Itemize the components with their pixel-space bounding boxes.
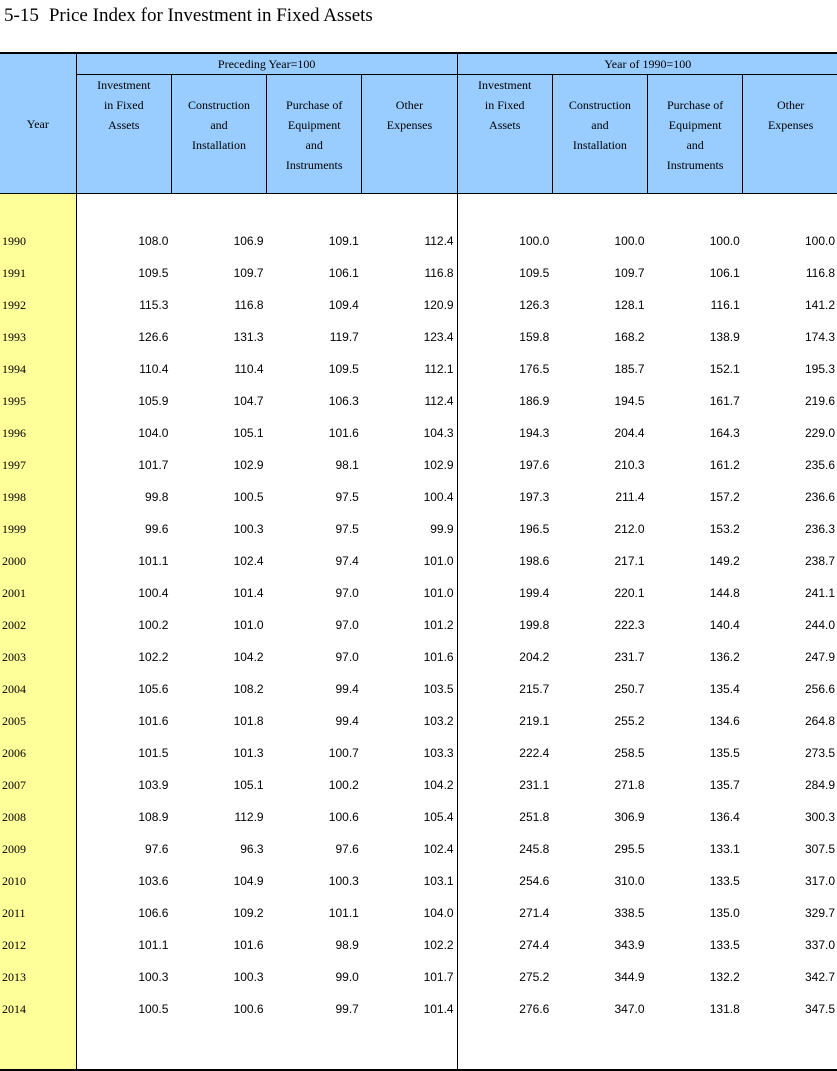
value-cell: 110.4 bbox=[234, 362, 264, 376]
value-cell: 128.1 bbox=[614, 298, 645, 312]
value-cell: 275.2 bbox=[457, 961, 552, 993]
value-cell: 103.1 bbox=[423, 874, 454, 888]
value-cell: 102.9 bbox=[423, 458, 454, 472]
value-cell: 123.4 bbox=[423, 330, 454, 344]
value-cell: 110.4 bbox=[139, 362, 169, 376]
table-row bbox=[0, 513, 837, 545]
table-row bbox=[0, 385, 837, 417]
value-cell: 97.5 bbox=[335, 522, 359, 536]
year-cell: 1994 bbox=[0, 353, 76, 385]
value-cell: 101.6 bbox=[138, 714, 169, 728]
value-cell: 211.4 bbox=[615, 490, 645, 504]
value-cell: 276.6 bbox=[457, 993, 552, 1025]
year-cell: 2014 bbox=[0, 993, 76, 1025]
value-cell: 212.0 bbox=[614, 522, 645, 536]
value-cell: 195.3 bbox=[804, 362, 835, 376]
table-row bbox=[0, 929, 837, 961]
value-cell: 97.4 bbox=[335, 554, 359, 568]
value-cell: 141.2 bbox=[804, 298, 835, 312]
value-cell: 98.9 bbox=[335, 938, 359, 952]
table-row bbox=[0, 993, 837, 1025]
year-cell: 2011 bbox=[0, 897, 76, 929]
value-cell: 101.5 bbox=[138, 746, 169, 760]
value-cell: 109.2 bbox=[233, 906, 264, 920]
year-cell: 2005 bbox=[0, 705, 76, 737]
value-cell: 245.8 bbox=[457, 833, 552, 865]
table-number: 5-15 bbox=[4, 5, 39, 26]
value-cell: 238.7 bbox=[804, 554, 835, 568]
value-cell: 135.4 bbox=[709, 682, 740, 696]
value-cell: 229.0 bbox=[804, 426, 835, 440]
value-cell: 343.9 bbox=[614, 938, 645, 952]
value-cell: 116.8 bbox=[234, 298, 264, 312]
value-cell: 100.0 bbox=[709, 234, 740, 248]
value-cell: 106.9 bbox=[233, 234, 264, 248]
value-cell: 101.1 bbox=[138, 938, 169, 952]
value-cell: 101.6 bbox=[423, 650, 454, 664]
table-row bbox=[0, 577, 837, 609]
value-cell: 133.1 bbox=[709, 842, 740, 856]
value-cell: 236.3 bbox=[804, 522, 835, 536]
value-cell: 271.4 bbox=[457, 897, 552, 929]
table-body bbox=[0, 194, 837, 1071]
value-cell: 102.2 bbox=[138, 650, 169, 664]
value-cell: 164.3 bbox=[709, 426, 740, 440]
value-cell: 101.1 bbox=[328, 906, 359, 920]
year-cell: 1996 bbox=[0, 417, 76, 449]
value-cell: 112.9 bbox=[234, 810, 264, 824]
value-cell: 116.1 bbox=[710, 298, 740, 312]
value-cell: 100.6 bbox=[233, 1002, 264, 1016]
year-cell: 2002 bbox=[0, 609, 76, 641]
year-cell: 2004 bbox=[0, 673, 76, 705]
value-cell: 231.1 bbox=[457, 769, 552, 801]
table-row bbox=[0, 449, 837, 481]
value-cell: 310.0 bbox=[614, 874, 645, 888]
value-cell: 109.4 bbox=[328, 298, 359, 312]
value-cell: 109.1 bbox=[328, 234, 359, 248]
value-cell: 116.8 bbox=[424, 266, 454, 280]
table-row bbox=[0, 321, 837, 353]
price-index-table bbox=[0, 52, 837, 1071]
value-cell: 98.1 bbox=[335, 458, 359, 472]
value-cell: 337.0 bbox=[804, 938, 835, 952]
table-row bbox=[0, 545, 837, 577]
value-cell: 101.7 bbox=[423, 970, 454, 984]
value-cell: 186.9 bbox=[457, 385, 552, 417]
value-cell: 108.0 bbox=[138, 234, 169, 248]
value-cell: 222.3 bbox=[614, 618, 645, 632]
table-row bbox=[0, 641, 837, 673]
value-cell: 210.3 bbox=[614, 458, 645, 472]
value-cell: 112.1 bbox=[424, 362, 454, 376]
column-header-equipment-base: Purchase of Equipment and Instruments bbox=[648, 75, 743, 194]
year-cell: 2010 bbox=[0, 865, 76, 897]
value-cell: 135.7 bbox=[709, 778, 740, 792]
value-cell: 264.8 bbox=[804, 714, 835, 728]
value-cell: 106.6 bbox=[138, 906, 169, 920]
value-cell: 100.3 bbox=[233, 522, 264, 536]
value-cell: 204.4 bbox=[614, 426, 645, 440]
bottom-spacer-row bbox=[0, 1025, 837, 1070]
value-cell: 101.4 bbox=[233, 586, 264, 600]
value-cell: 344.9 bbox=[614, 970, 645, 984]
value-cell: 104.0 bbox=[423, 906, 454, 920]
value-cell: 100.2 bbox=[328, 778, 359, 792]
value-cell: 97.6 bbox=[145, 842, 169, 856]
value-cell: 219.1 bbox=[457, 705, 552, 737]
value-cell: 99.6 bbox=[145, 522, 169, 536]
value-cell: 102.9 bbox=[233, 458, 264, 472]
value-cell: 100.3 bbox=[328, 874, 359, 888]
value-cell: 134.6 bbox=[709, 714, 740, 728]
value-cell: 105.4 bbox=[423, 810, 454, 824]
group-header-preceding-year: Preceding Year=100 bbox=[76, 53, 457, 75]
value-cell: 97.0 bbox=[335, 650, 359, 664]
table-row bbox=[0, 353, 837, 385]
value-cell: 100.0 bbox=[457, 225, 552, 257]
year-cell: 1992 bbox=[0, 289, 76, 321]
value-cell: 108.2 bbox=[233, 682, 264, 696]
column-header-investment-base: Investment in Fixed Assets bbox=[457, 75, 552, 194]
value-cell: 104.9 bbox=[233, 874, 264, 888]
table-row bbox=[0, 737, 837, 769]
value-cell: 102.4 bbox=[233, 554, 264, 568]
value-cell: 109.5 bbox=[328, 362, 359, 376]
value-cell: 103.5 bbox=[423, 682, 454, 696]
value-cell: 219.6 bbox=[804, 394, 835, 408]
value-cell: 105.1 bbox=[233, 426, 264, 440]
column-header-equipment-preceding: Purchase of Equipment and Instruments bbox=[267, 75, 362, 194]
value-cell: 100.5 bbox=[138, 1002, 169, 1016]
year-cell: 2001 bbox=[0, 577, 76, 609]
value-cell: 105.9 bbox=[138, 394, 169, 408]
year-cell: 1990 bbox=[0, 225, 76, 257]
value-cell: 231.7 bbox=[614, 650, 645, 664]
table-row bbox=[0, 673, 837, 705]
table-header bbox=[0, 53, 837, 194]
value-cell: 101.0 bbox=[423, 554, 454, 568]
value-cell: 199.4 bbox=[457, 577, 552, 609]
value-cell: 109.7 bbox=[614, 266, 645, 280]
value-cell: 100.3 bbox=[138, 970, 169, 984]
value-cell: 100.0 bbox=[804, 234, 835, 248]
value-cell: 136.2 bbox=[709, 650, 740, 664]
value-cell: 101.6 bbox=[328, 426, 359, 440]
value-cell: 247.9 bbox=[804, 650, 835, 664]
value-cell: 329.7 bbox=[804, 906, 835, 920]
year-header: Year bbox=[0, 53, 76, 194]
value-cell: 161.2 bbox=[709, 458, 740, 472]
value-cell: 116.8 bbox=[805, 266, 835, 280]
value-cell: 100.7 bbox=[328, 746, 359, 760]
value-cell: 342.7 bbox=[804, 970, 835, 984]
value-cell: 101.0 bbox=[423, 586, 454, 600]
value-cell: 256.6 bbox=[804, 682, 835, 696]
value-cell: 126.3 bbox=[457, 289, 552, 321]
table-row bbox=[0, 417, 837, 449]
value-cell: 131.8 bbox=[709, 1002, 740, 1016]
year-cell: 2013 bbox=[0, 961, 76, 993]
column-header-investment-preceding: Investment in Fixed Assets bbox=[76, 75, 171, 194]
value-cell: 217.1 bbox=[614, 554, 645, 568]
value-cell: 235.6 bbox=[804, 458, 835, 472]
table-row bbox=[0, 801, 837, 833]
year-cell: 1998 bbox=[0, 481, 76, 513]
table-row bbox=[0, 225, 837, 257]
value-cell: 300.3 bbox=[804, 810, 835, 824]
table-row bbox=[0, 833, 837, 865]
value-cell: 159.8 bbox=[457, 321, 552, 353]
value-cell: 306.9 bbox=[614, 810, 645, 824]
value-cell: 101.2 bbox=[423, 618, 454, 632]
value-cell: 100.0 bbox=[614, 234, 645, 248]
year-cell: 1991 bbox=[0, 257, 76, 289]
value-cell: 144.8 bbox=[709, 586, 740, 600]
value-cell: 317.0 bbox=[804, 874, 835, 888]
value-cell: 258.5 bbox=[614, 746, 645, 760]
table-row bbox=[0, 865, 837, 897]
value-cell: 136.4 bbox=[709, 810, 740, 824]
value-cell: 132.2 bbox=[709, 970, 740, 984]
year-cell: 1993 bbox=[0, 321, 76, 353]
value-cell: 104.3 bbox=[423, 426, 454, 440]
value-cell: 115.3 bbox=[139, 298, 169, 312]
value-cell: 152.1 bbox=[709, 362, 740, 376]
value-cell: 251.8 bbox=[457, 801, 552, 833]
value-cell: 109.5 bbox=[138, 266, 169, 280]
value-cell: 271.8 bbox=[614, 778, 645, 792]
value-cell: 108.9 bbox=[138, 810, 169, 824]
table-row bbox=[0, 897, 837, 929]
year-cell: 2000 bbox=[0, 545, 76, 577]
value-cell: 101.8 bbox=[233, 714, 264, 728]
value-cell: 153.2 bbox=[709, 522, 740, 536]
value-cell: 273.5 bbox=[804, 746, 835, 760]
value-cell: 101.0 bbox=[233, 618, 264, 632]
table-row bbox=[0, 961, 837, 993]
value-cell: 100.6 bbox=[328, 810, 359, 824]
column-header-construction-preceding: Construction and Installation bbox=[171, 75, 266, 194]
value-cell: 255.2 bbox=[614, 714, 645, 728]
year-cell: 1999 bbox=[0, 513, 76, 545]
value-cell: 126.6 bbox=[138, 330, 169, 344]
value-cell: 101.1 bbox=[138, 554, 169, 568]
value-cell: 194.5 bbox=[614, 394, 645, 408]
value-cell: 241.1 bbox=[804, 586, 835, 600]
value-cell: 106.1 bbox=[709, 266, 740, 280]
value-cell: 97.0 bbox=[335, 586, 359, 600]
value-cell: 101.4 bbox=[423, 1002, 454, 1016]
value-cell: 97.5 bbox=[335, 490, 359, 504]
year-cell: 2007 bbox=[0, 769, 76, 801]
value-cell: 168.2 bbox=[614, 330, 645, 344]
value-cell: 104.0 bbox=[138, 426, 169, 440]
value-cell: 109.5 bbox=[457, 257, 552, 289]
value-cell: 99.4 bbox=[335, 714, 359, 728]
value-cell: 138.9 bbox=[709, 330, 740, 344]
value-cell: 105.1 bbox=[233, 778, 264, 792]
value-cell: 104.2 bbox=[233, 650, 264, 664]
value-cell: 157.2 bbox=[709, 490, 740, 504]
value-cell: 197.6 bbox=[457, 449, 552, 481]
value-cell: 133.5 bbox=[709, 874, 740, 888]
value-cell: 222.4 bbox=[457, 737, 552, 769]
value-cell: 97.0 bbox=[335, 618, 359, 632]
value-cell: 101.7 bbox=[138, 458, 169, 472]
value-cell: 215.7 bbox=[457, 673, 552, 705]
value-cell: 197.3 bbox=[457, 481, 552, 513]
value-cell: 149.2 bbox=[709, 554, 740, 568]
value-cell: 103.6 bbox=[138, 874, 169, 888]
page-title bbox=[4, 5, 373, 27]
value-cell: 96.3 bbox=[240, 842, 264, 856]
value-cell: 161.7 bbox=[709, 394, 740, 408]
top-spacer-row bbox=[0, 194, 837, 226]
value-cell: 100.4 bbox=[138, 586, 169, 600]
group-header-base-1990: Year of 1990=100 bbox=[457, 53, 837, 75]
value-cell: 254.6 bbox=[457, 865, 552, 897]
table-title: Price Index for Investment in Fixed Assets bbox=[48, 5, 373, 26]
value-cell: 104.7 bbox=[233, 394, 264, 408]
table-row bbox=[0, 257, 837, 289]
value-cell: 105.6 bbox=[138, 682, 169, 696]
value-cell: 307.5 bbox=[804, 842, 835, 856]
value-cell: 135.0 bbox=[709, 906, 740, 920]
value-cell: 135.5 bbox=[709, 746, 740, 760]
year-cell: 2008 bbox=[0, 801, 76, 833]
value-cell: 274.4 bbox=[457, 929, 552, 961]
value-cell: 101.6 bbox=[233, 938, 264, 952]
value-cell: 194.3 bbox=[457, 417, 552, 449]
year-cell: 1997 bbox=[0, 449, 76, 481]
value-cell: 106.1 bbox=[328, 266, 359, 280]
value-cell: 104.2 bbox=[423, 778, 454, 792]
value-cell: 102.4 bbox=[423, 842, 454, 856]
value-cell: 102.2 bbox=[423, 938, 454, 952]
value-cell: 103.9 bbox=[138, 778, 169, 792]
value-cell: 99.8 bbox=[145, 490, 169, 504]
table-row bbox=[0, 769, 837, 801]
year-cell: 2009 bbox=[0, 833, 76, 865]
value-cell: 100.2 bbox=[138, 618, 169, 632]
value-cell: 112.4 bbox=[424, 234, 454, 248]
value-cell: 103.3 bbox=[423, 746, 454, 760]
value-cell: 176.5 bbox=[457, 353, 552, 385]
year-cell: 2012 bbox=[0, 929, 76, 961]
table-row bbox=[0, 609, 837, 641]
value-cell: 204.2 bbox=[457, 641, 552, 673]
value-cell: 99.9 bbox=[430, 522, 454, 536]
value-cell: 100.4 bbox=[423, 490, 454, 504]
value-cell: 106.3 bbox=[328, 394, 359, 408]
year-cell: 2003 bbox=[0, 641, 76, 673]
year-cell: 2006 bbox=[0, 737, 76, 769]
column-header-other-preceding: Other Expenses bbox=[362, 75, 457, 194]
value-cell: 101.3 bbox=[233, 746, 264, 760]
value-cell: 198.6 bbox=[457, 545, 552, 577]
value-cell: 338.5 bbox=[614, 906, 645, 920]
value-cell: 199.8 bbox=[457, 609, 552, 641]
value-cell: 109.7 bbox=[233, 266, 264, 280]
value-cell: 220.1 bbox=[614, 586, 645, 600]
value-cell: 120.9 bbox=[423, 298, 454, 312]
column-header-construction-base: Construction and Installation bbox=[552, 75, 647, 194]
year-cell: 1995 bbox=[0, 385, 76, 417]
value-cell: 119.7 bbox=[329, 330, 359, 344]
value-cell: 100.5 bbox=[233, 490, 264, 504]
value-cell: 97.6 bbox=[335, 842, 359, 856]
value-cell: 112.4 bbox=[424, 394, 454, 408]
value-cell: 131.3 bbox=[233, 330, 264, 344]
value-cell: 196.5 bbox=[457, 513, 552, 545]
column-header-other-base: Other Expenses bbox=[743, 75, 837, 194]
value-cell: 236.6 bbox=[804, 490, 835, 504]
value-cell: 295.5 bbox=[614, 842, 645, 856]
value-cell: 174.3 bbox=[804, 330, 835, 344]
value-cell: 133.5 bbox=[709, 938, 740, 952]
table-row bbox=[0, 289, 837, 321]
value-cell: 103.2 bbox=[423, 714, 454, 728]
value-cell: 250.7 bbox=[614, 682, 645, 696]
table-row bbox=[0, 705, 837, 737]
value-cell: 347.5 bbox=[804, 1002, 835, 1016]
value-cell: 185.7 bbox=[614, 362, 645, 376]
value-cell: 99.4 bbox=[335, 682, 359, 696]
value-cell: 284.9 bbox=[804, 778, 835, 792]
value-cell: 99.0 bbox=[335, 970, 359, 984]
value-cell: 244.0 bbox=[804, 618, 835, 632]
value-cell: 100.3 bbox=[233, 970, 264, 984]
value-cell: 140.4 bbox=[709, 618, 740, 632]
value-cell: 99.7 bbox=[335, 1002, 359, 1016]
value-cell: 347.0 bbox=[614, 1002, 645, 1016]
table-row bbox=[0, 481, 837, 513]
